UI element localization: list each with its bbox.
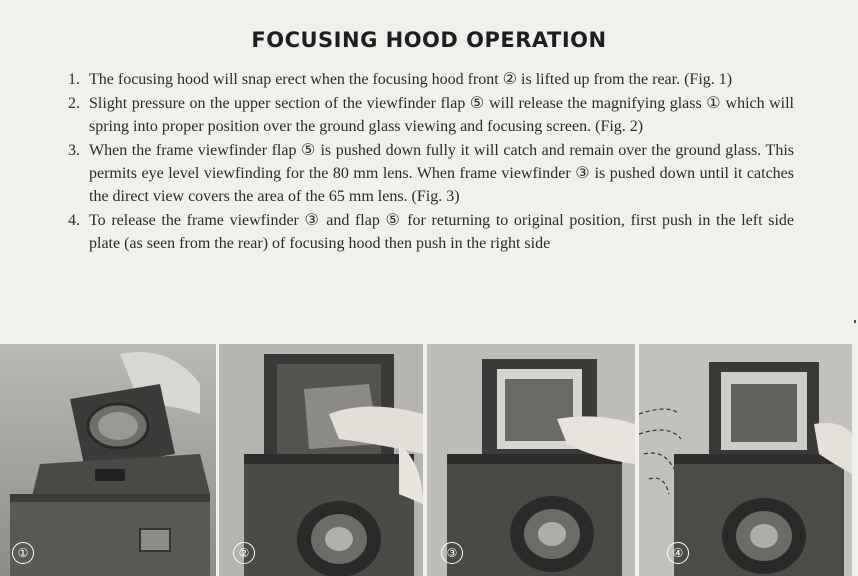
instruction-step-3 [68,139,794,208]
instruction-step-4 [68,209,794,255]
instruction-step-1 [68,68,794,91]
figure-2 [219,344,423,576]
figure-3 [427,344,635,576]
camera-photo-magnifier-icon [219,344,423,576]
figure-number-badge: ② [233,542,255,564]
step-number: 1. [68,71,80,88]
step-number: 2. [68,95,80,112]
figure-strip [0,344,858,576]
step-number: 4. [68,212,80,229]
instruction-step-2 [68,92,794,138]
step-number: 3. [68,142,80,159]
figure-number-badge: ④ [667,542,689,564]
step-text: To release the frame viewfinder ③ and flap ⑤ for returning to original position, first push in the left side plate (as seen from the rear) of focusing hood then push in the right side [89,212,794,252]
figure-1 [0,344,216,576]
camera-photo-hood-open-icon [0,344,216,576]
figure-number-badge: ① [12,542,34,564]
camera-photo-frame-finder-icon [427,344,635,576]
figure-4 [639,344,852,576]
step-text: When the frame viewfinder flap ⑤ is pushed down fully it will catch and remain over the ground glass. This permits eye level viewfinding for the 80 mm lens. When frame viewfinder ③ is pushed down until it catches the direct view covers the area of the 65 mm lens. (Fig. 3) [89,142,794,205]
edge-mark [854,320,856,323]
figure-number-badge: ③ [441,542,463,564]
step-text: The focusing hood will snap erect when the focusing hood front ② is lifted up from the rear. (Fig. 1) [89,71,733,88]
page-title: FOCUSING HOOD OPERATION [251,28,607,52]
step-text: Slight pressure on the upper section of the viewfinder flap ⑤ will release the magnifying glass ① which will spring into proper position over the ground glass viewing and focusing screen. (Fig. 2) [89,95,794,135]
camera-photo-hood-release-icon [639,344,852,576]
instruction-list [68,68,794,256]
